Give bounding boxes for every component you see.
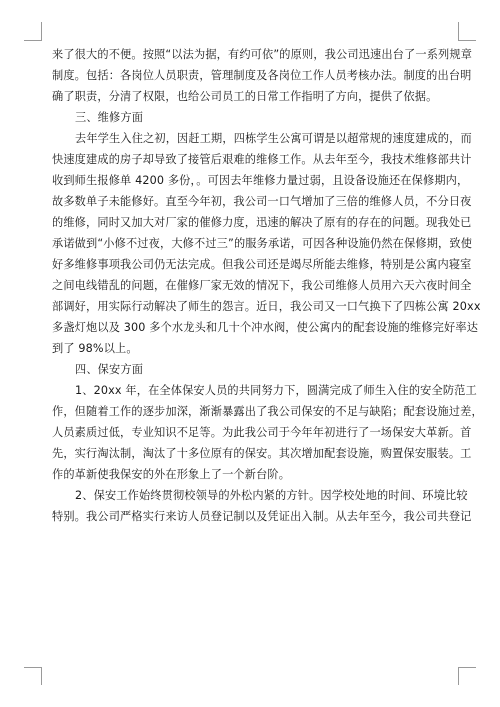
crop-mark-bottom-left-v — [41, 667, 42, 685]
text-line: 部调好，用实际行动解决了师生的怨言。近日，我公司又一口气换下了四栋公寓 20xx — [52, 300, 481, 313]
text-line: 多盏灯炮以及 300 多个水龙头和几十个冲水阀，使公寓内的配套设施的维修完好率达 — [52, 321, 479, 334]
text-line: 2、保安工作始终贯彻校领导的外松内紧的方针。因学校处地的时间、环境比较 — [75, 489, 468, 502]
text-line: 确了职责，分清了权限，也给公司员工的日常工作指明了方向，提供了依据。 — [52, 90, 438, 103]
text-line: 收到师生报修单 4200 多份，。可因去年维修力量过弱，且设备设施还在保修期内， — [52, 174, 469, 187]
text-line: 来了很大的不便。按照“以法为据，有约可依”的原则，我公司迅速出台了一系列规章 — [52, 48, 473, 61]
text-line: 承诺做到“小修不过夜，大修不过三”的服务承诺，可因各种设施仍然在保修期，致使 — [52, 237, 473, 250]
text-line: 之间电线错乱的问题，在催修厂家无效的情况下，我公司维修人员用六天六夜时间全 — [52, 279, 472, 292]
text-line: 人员素质过低，专业知识不足等。为此我公司于今年年初进行了一场保安大革新。首 — [52, 426, 472, 439]
crop-mark-top-right-h — [458, 40, 476, 41]
crop-mark-top-left-v — [41, 22, 42, 40]
text-line: 到了 98%以上。 — [52, 342, 138, 355]
text-line: 快速度建成的房子却导致了接管后艰难的维修工作。从去年至今，我技术维修部共计 — [52, 153, 472, 166]
crop-mark-bottom-right-h — [458, 667, 476, 668]
text-line: 的维修，同时又加大对厂家的催修力度，迅速的解决了原有的存在的问题。现我处已 — [52, 216, 472, 229]
text-line: 特别。我公司严格实行来访人员登记制以及凭证出入制。从去年至今，我公司共登记 — [52, 510, 472, 523]
text-line: 作的革新使我保安的外在形象上了一个新台阶。 — [52, 468, 291, 481]
crop-mark-bottom-left-h — [24, 667, 42, 668]
text-line: 四、保安方面 — [75, 363, 144, 376]
crop-mark-top-left-h — [24, 40, 42, 41]
text-line: 作，但随着工作的逐步加深，渐渐暴露出了我公司保安的不足与缺陷；配套设施过差， — [52, 405, 483, 418]
document-body — [52, 44, 483, 527]
crop-mark-bottom-right-v — [458, 667, 459, 685]
text-line: 先，实行淘汰制，淘汰了十多位原有的保安。其次增加配套设施，购置保安服装。工 — [52, 447, 472, 460]
text-line: 1、20xx 年，在全体保安人员的共同努力下，圆满完成了师生入住的安全防范工 — [75, 384, 477, 397]
text-line: 好多维修事项我公司仍无法完成。但我公司还是竭尽所能去维修，特别是公寓内寝室 — [52, 258, 472, 271]
text-line: 故多数单子未能修好。直至今年初，我公司一口气增加了三倍的维修人员，不分日夜 — [52, 195, 472, 208]
text-line: 三、维修方面 — [75, 111, 144, 124]
text-line: 制度。包括：各岗位人员职责，管理制度及各岗位工作人员考核办法。制度的出台明 — [52, 69, 472, 82]
text-line: 去年学生入住之初，因赶工期，四栋学生公寓可谓是以超常规的速度建成的，而 — [75, 132, 472, 145]
crop-mark-top-right-v — [458, 22, 459, 40]
